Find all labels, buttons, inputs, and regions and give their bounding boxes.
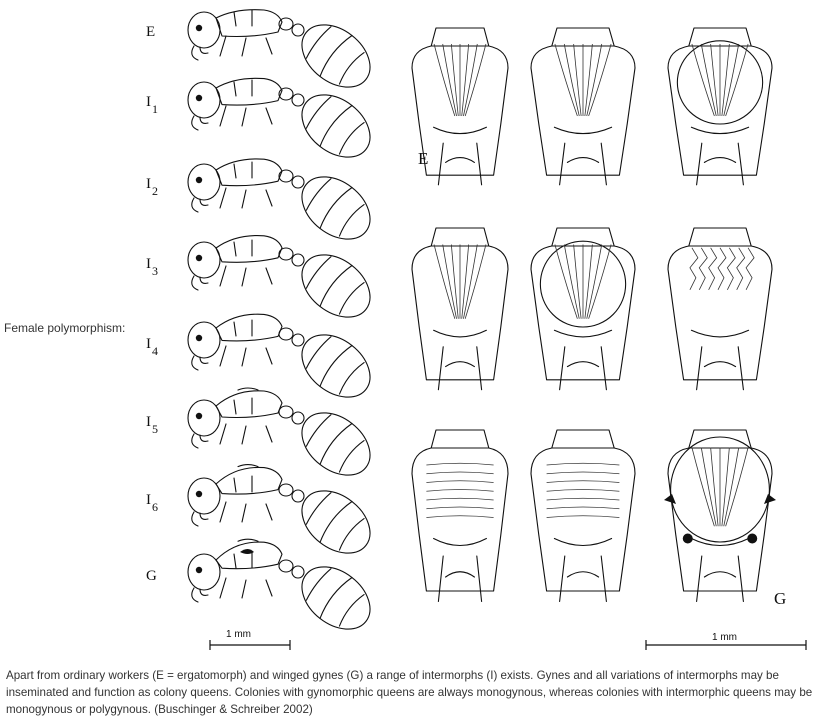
dorsal-view-3	[412, 228, 508, 390]
lateral-label-main: I	[146, 256, 151, 272]
figure-caption	[6, 667, 824, 718]
lateral-label-sub: 2	[152, 184, 158, 198]
caption-text: Apart from ordinary workers (E = ergatomorph) and winged gynes (G) a range of intermorphs (I) exists. Gynes and all variations of intermorphs may be inseminated and function as colony queens. Colonies with gynomorphic queens are always monogynous, whereas colonies with intermorphic queens may be monogynous or polygynous. (Buschinger & Schreiber 2002)	[6, 669, 813, 716]
dorsal-view-6	[412, 430, 508, 602]
dorsal-view-8	[664, 430, 776, 602]
lateral-label-sub: 1	[152, 102, 158, 116]
lateral-label-sub: 3	[152, 264, 158, 278]
lateral-label-sub: 4	[152, 344, 158, 358]
dorsal-view-4	[531, 228, 635, 390]
scale-bar-left-label: 1 mm	[226, 629, 251, 640]
lateral-ant-2	[188, 159, 382, 252]
lateral-ant-7	[188, 539, 382, 642]
side-label: Female polymorphism:	[4, 321, 126, 335]
lateral-label-sub: 5	[152, 422, 158, 436]
lateral-label-5	[146, 414, 158, 436]
dorsal-view-2	[668, 28, 772, 185]
lateral-label-main: G	[146, 568, 157, 584]
lateral-label-main: I	[146, 176, 151, 192]
lateral-label-main: I	[146, 492, 151, 508]
figure-drawing	[138, 0, 829, 660]
scale-bar-right	[646, 632, 806, 650]
dorsal-view-5	[668, 228, 772, 390]
lateral-ant-5	[188, 388, 382, 488]
lateral-label-main: E	[146, 24, 156, 40]
lateral-label-sub: 6	[152, 500, 158, 514]
lateral-ant-4	[188, 314, 382, 410]
lateral-label-6	[146, 492, 158, 514]
polymorphism-figure	[138, 0, 829, 660]
lateral-label-7	[146, 568, 157, 584]
lateral-ant-3	[188, 236, 382, 330]
scale-bar-right-label: 1 mm	[712, 632, 737, 643]
lateral-label-2	[146, 176, 158, 198]
dorsal-view-7	[531, 430, 635, 602]
dorsal-label-gyne: G	[774, 589, 787, 608]
dorsal-label-worker: E	[418, 149, 429, 168]
lateral-label-4	[146, 336, 158, 358]
lateral-label-1	[146, 94, 158, 116]
lateral-label-main: I	[146, 336, 151, 352]
lateral-label-3	[146, 256, 158, 278]
scale-bar-left	[210, 629, 290, 650]
lateral-label-main: I	[146, 414, 151, 430]
lateral-label-0	[146, 24, 155, 40]
lateral-ant-6	[188, 465, 382, 566]
lateral-ant-0	[188, 10, 382, 100]
dorsal-view-1	[531, 28, 635, 185]
lateral-label-main: I	[146, 94, 151, 110]
lateral-ant-1	[188, 78, 382, 170]
